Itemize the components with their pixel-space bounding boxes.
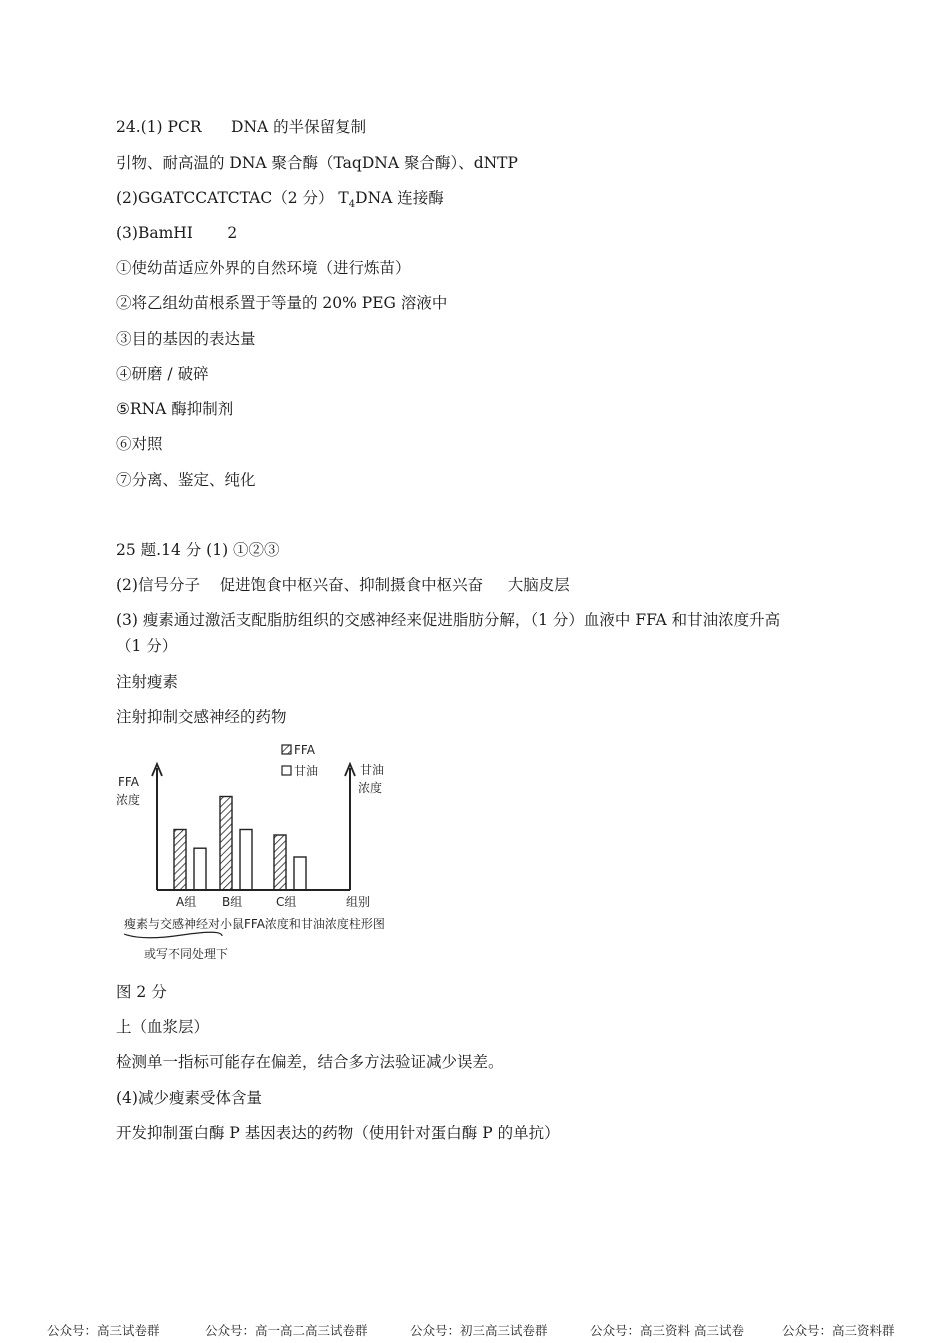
caption-underline bbox=[124, 932, 222, 938]
q24-step3: ③目的基因的表达量 bbox=[116, 330, 256, 348]
q25-error-note: 检测单一指标可能存在偏差，结合多方法验证减少误差。 bbox=[116, 1053, 504, 1071]
footer-item-1: 公众号：高三试卷群 bbox=[47, 1323, 160, 1338]
q24-step4: ④研磨 / 破碎 bbox=[116, 365, 209, 383]
q25-upper-layer: 上（血浆层） bbox=[116, 1018, 210, 1036]
ylabel-left-1: FFA bbox=[118, 775, 139, 789]
bar-ffa-1 bbox=[174, 830, 186, 891]
ylabel-left-2: 浓度 bbox=[116, 793, 141, 807]
q25-drug: 开发抑制蛋白酶 P 基因表达的药物（使用针对蛋白酶 P 的单抗） bbox=[116, 1124, 560, 1142]
xlabel: 组别 bbox=[346, 895, 371, 909]
q25-part3: (3) 瘦素通过激活支配脂肪组织的交感神经来促进脂肪分解，（1 分）血液中 FFA 和甘油浓度升高 bbox=[116, 611, 781, 629]
q24-step2: ②将乙组幼苗根系置于等量的 20% PEG 溶液中 bbox=[116, 294, 448, 312]
x-tick-label: A组 bbox=[176, 895, 197, 909]
legend-ffa-label: FFA bbox=[294, 743, 315, 757]
q25-part2: (2)信号分子 促进饱食中枢兴奋、抑制摄食中枢兴奋 大脑皮层 bbox=[116, 576, 570, 594]
figure-score: 图 2 分 bbox=[116, 983, 167, 1001]
q24-part2-text: (2)GGATCCATCTAC（2 分） T bbox=[116, 189, 349, 207]
bar-ffa-3 bbox=[274, 835, 286, 890]
bar-ffa-2 bbox=[220, 797, 232, 891]
q25-part3-score: （1 分） bbox=[116, 637, 178, 655]
footer-item-2: 公众号：高一高二高三试卷群 bbox=[205, 1323, 368, 1338]
bar-glycerol-1 bbox=[194, 848, 206, 890]
q24-step7: ⑦分离、鉴定、纯化 bbox=[116, 471, 256, 489]
footer-item-4: 公众号：高三资料 高三试卷 bbox=[590, 1323, 744, 1338]
legend-glycerol-swatch bbox=[282, 766, 291, 775]
legend-ffa-swatch bbox=[282, 745, 291, 754]
q24-part2 bbox=[116, 188, 444, 215]
bar-glycerol-3 bbox=[294, 857, 306, 890]
x-tick-label: C组 bbox=[276, 895, 297, 909]
q24-part3: (3)BamHI 2 bbox=[116, 224, 238, 242]
q24-step6: ⑥对照 bbox=[116, 435, 163, 453]
bar-glycerol-2 bbox=[240, 830, 252, 891]
footer-item-5: 公众号：高三资料群 bbox=[782, 1323, 895, 1338]
q24-part2-enzyme: DNA 连接酶 bbox=[355, 189, 444, 207]
chart-caption-alt: 或写不同处理下 bbox=[144, 947, 229, 961]
q24-part1: 24.(1) PCR DNA 的半保留复制 bbox=[116, 118, 367, 136]
q25-part1: 25 题.14 分 (1) ①②③ bbox=[116, 541, 280, 559]
q25-inject-leptin: 注射瘦素 bbox=[116, 673, 179, 691]
ylabel-right-1: 甘油 bbox=[360, 763, 385, 777]
q25-part4: (4)减少瘦素受体含量 bbox=[116, 1089, 262, 1107]
q24-part2-sub: 4 bbox=[348, 199, 356, 211]
q25-inject-drug: 注射抑制交感神经的药物 bbox=[116, 708, 287, 726]
q24-reagents: 引物、耐高温的 DNA 聚合酶（TaqDNA 聚合酶）、dNTP bbox=[116, 154, 518, 172]
x-tick-label: B组 bbox=[222, 895, 243, 909]
bar-chart bbox=[112, 738, 442, 968]
footer-item-3: 公众号：初三高三试卷群 bbox=[410, 1323, 548, 1338]
ylabel-right-2: 浓度 bbox=[358, 781, 383, 795]
q24-step5: ⑤RNA 酶抑制剂 bbox=[116, 400, 234, 418]
chart-caption: 瘦素与交感神经对小鼠FFA浓度和甘油浓度柱形图 bbox=[124, 917, 385, 931]
legend-glycerol-label: 甘油 bbox=[294, 764, 319, 778]
q24-step1: ①使幼苗适应外界的自然环境（进行炼苗） bbox=[116, 259, 411, 277]
